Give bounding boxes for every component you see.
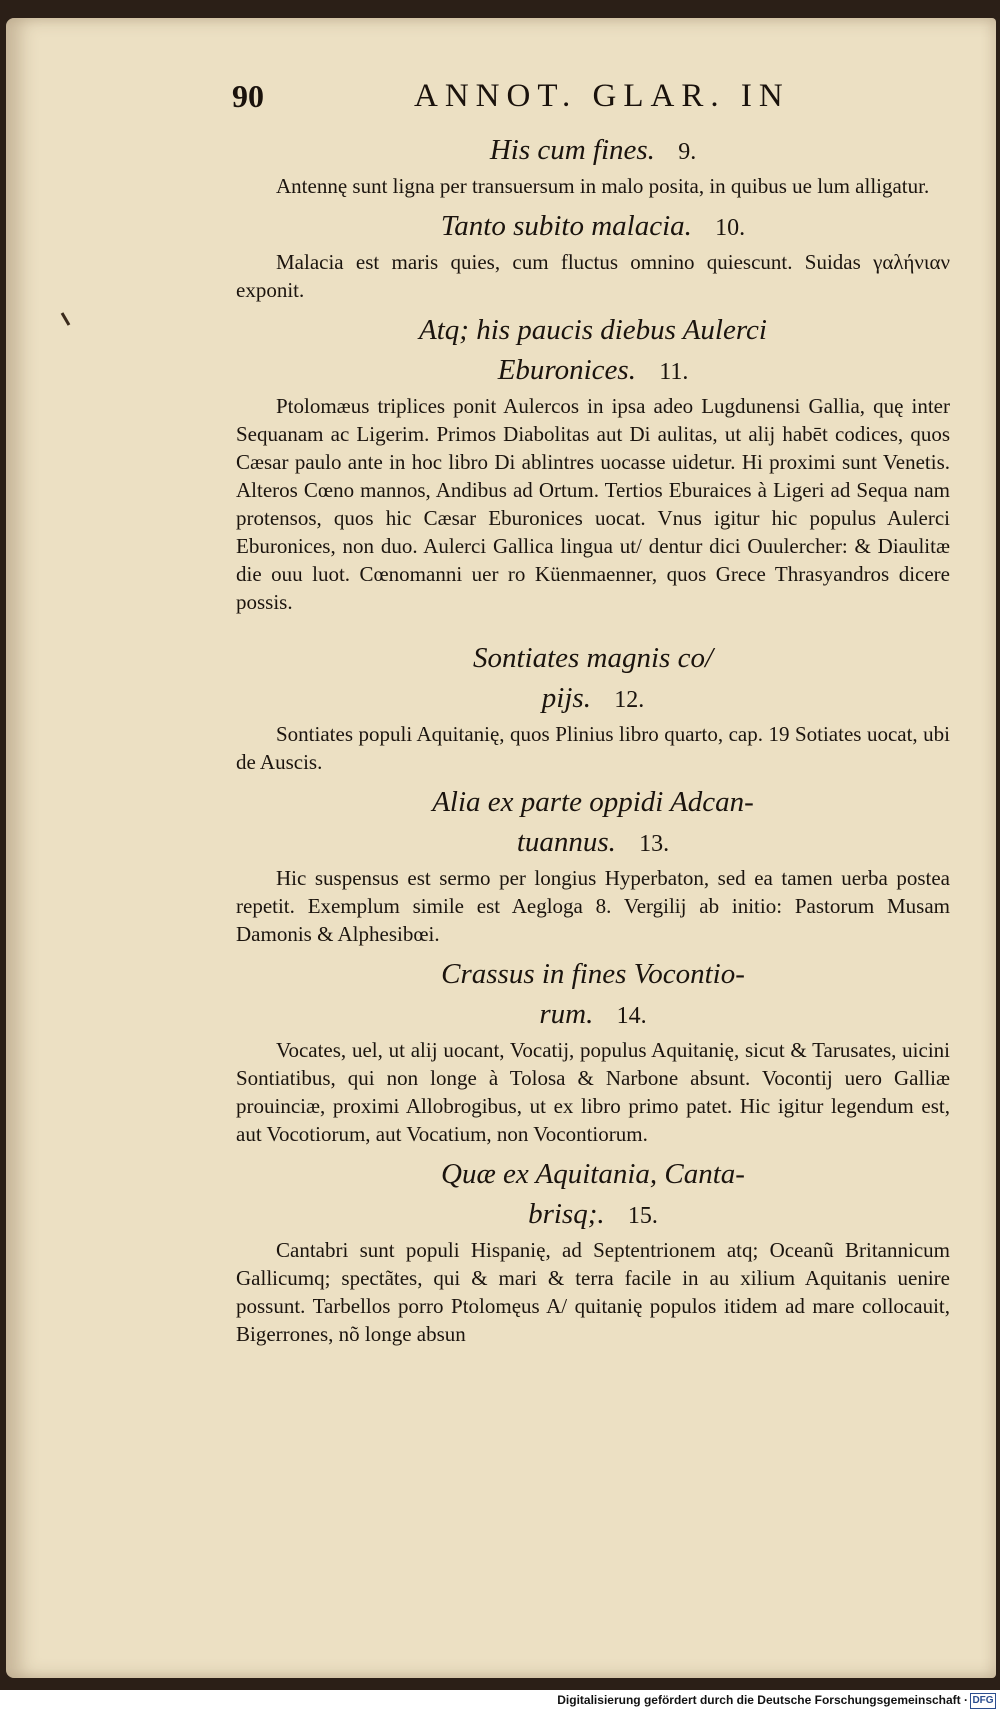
note-number: 9. bbox=[678, 139, 697, 165]
funding-credit: Digitalisierung gefördert durch die Deutsche Forschungsgemeinschaft · bbox=[557, 1693, 968, 1707]
note-text: Malacia est maris quies, cum fluctus omnino quiescunt. Suidas γαλήνιαν exponit. bbox=[236, 250, 950, 302]
dfg-logo: DFG bbox=[970, 1693, 996, 1709]
note-number: 13. bbox=[639, 831, 670, 857]
note-10 bbox=[236, 206, 950, 304]
note-text: Ptolomæus triplices ponit Aulercos in ipsa adeo Lugdunensi Gallia, quę inter Sequanam ac Ligerim. Primos Diabolitas aut Di aulitas, ut alij habēt codices, quos Cæsar paulo ante in hoc libro Di ablintres uocasse uidetur. Hi proximi sunt Venetis. Alteros Cœno mannos, Andibus ad Ortum. Tertios Eburaices à Ligeri ad Sequa nam protensos, quos hic Cæsar Eburonices uocat. Vnus igitur hic populus Aulerci Eburonices, non duo. Aulerci Gallica lingua ut/ dentur dici Ouulercher: & Diaulitæ die ouu luot. Cœnomanni uer ro Küenmaenner, quos Grece Thrasyandros dicere possis. bbox=[236, 394, 950, 614]
note-heading bbox=[236, 678, 950, 720]
note-heading-line-1: Sontiates magnis co/ bbox=[472, 642, 714, 674]
note-heading-line-1: Atq; his paucis diebus Aulerci bbox=[419, 314, 767, 346]
note-number: 10. bbox=[715, 215, 746, 241]
heading-line: Eburonices. bbox=[497, 354, 636, 386]
page-number: 90 bbox=[232, 78, 264, 114]
note-heading bbox=[236, 130, 950, 172]
heading-line: His cum fines. bbox=[489, 134, 655, 166]
note-12 bbox=[236, 638, 950, 776]
note-text: Cantabri sunt populi Hispanię, ad Septentrionem atq; Oceanũ Britannicum Gallicumq; spectãtes, qui & mari & terra facile in au xilium Aquitanis uenire possunt. Tarbellos porro Ptolomęus A/ quitanię populos itidem ad mare collocauit, Bigerrones, nõ longe absun bbox=[236, 1238, 950, 1346]
note-text: Hic suspensus est sermo per longius Hyperbaton, sed ea tamen uerba postea repetit. Exemplum simile est Aegloga 8. Vergilij ab initio: Pastorum Musam Damonis & Alphesibœi. bbox=[236, 866, 950, 946]
note-text: Antennę sunt ligna per transuersum in malo posita, in quibus ue lum alligatur. bbox=[276, 174, 930, 198]
note-heading bbox=[236, 1194, 950, 1236]
note-15 bbox=[236, 1154, 950, 1348]
heading-line: Tanto subito malacia. bbox=[440, 210, 692, 242]
note-heading bbox=[236, 206, 950, 248]
note-14 bbox=[236, 954, 950, 1148]
running-head: ANNOT. GLAR. IN bbox=[414, 78, 790, 114]
note-13 bbox=[236, 782, 950, 948]
note-heading bbox=[236, 350, 950, 392]
heading-line: pijs. bbox=[541, 682, 591, 714]
note-heading-line-1: Crassus in fines Vocontio- bbox=[441, 958, 745, 990]
note-11 bbox=[236, 310, 950, 616]
note-number: 14. bbox=[616, 1003, 647, 1029]
heading-line: tuannus. bbox=[516, 826, 616, 858]
note-number: 15. bbox=[627, 1203, 658, 1229]
heading-line: brisq;. bbox=[528, 1198, 605, 1230]
note-heading bbox=[236, 822, 950, 864]
note-text: Vocates, uel, ut alij uocant, Vocatij, populus Aquitanię, sicut & Tarusates, uicini Sontiatibus, qui non longe à Tolosa & Narbone absunt. Vocontij uero Galliæ prouinciæ, proximi Allobrogibus, ut ex libro primo patet. Hic igitur legendum est, aut Vocotiorum, aut Vocatium, non Vocontiorum. bbox=[236, 1038, 950, 1146]
note-9 bbox=[236, 130, 950, 200]
note-heading bbox=[236, 994, 950, 1036]
note-heading-line-1: Quæ ex Aquitania, Canta- bbox=[441, 1158, 745, 1190]
page-content bbox=[236, 130, 950, 1348]
heading-line: rum. bbox=[539, 998, 594, 1030]
note-heading-line-1: Alia ex parte oppidi Adcan- bbox=[432, 786, 754, 818]
note-text: Sontiates populi Aquitanię, quos Plinius libro quarto, cap. 19 Sotiates uocat, ubi de Auscis. bbox=[236, 722, 950, 774]
note-number: 11. bbox=[659, 359, 689, 385]
note-number: 12. bbox=[614, 687, 645, 713]
